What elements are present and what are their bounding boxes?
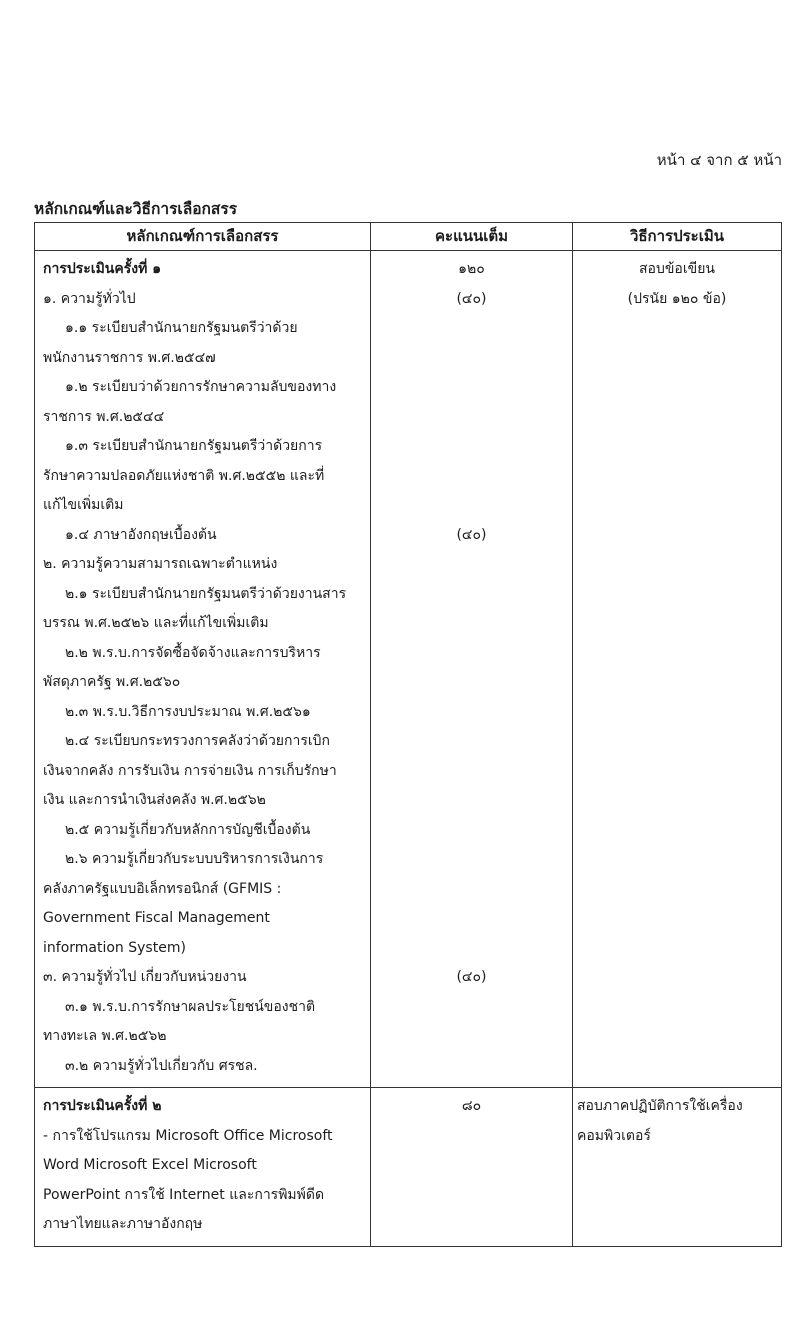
criteria-line: ๑.๓ ระเบียบสำนักนายกรัฐมนตรีว่าด้วยการ xyxy=(65,438,323,454)
round2-method-line1: สอบภาคปฏิบัติการใช้เครื่อง xyxy=(577,1098,743,1114)
header-method: วิธีการประเมิน xyxy=(573,223,782,251)
round2-total-score: ๘๐ xyxy=(461,1098,482,1114)
criteria-line: เงินจากคลัง การรับเงิน การจ่ายเงิน การเก็บรักษา xyxy=(43,762,337,779)
round1-method-line2: (ปรนัย ๑๒๐ ข้อ) xyxy=(627,290,727,307)
round2-method-line2: คอมพิวเตอร์ xyxy=(577,1127,651,1144)
section-title: หลักเกณฑ์และวิธีการเลือกสรร xyxy=(34,200,238,218)
round1-row xyxy=(35,251,782,1088)
criteria-table xyxy=(34,222,782,1247)
criteria-line: ๒.๔ ระเบียบกระทรวงการคลังว่าด้วยการเบิก xyxy=(65,733,331,749)
criteria-line: คลังภาครัฐแบบอิเล็กทรอนิกส์ (GFMIS : xyxy=(43,880,282,897)
criteria-line: ๒.๕ ความรู้เกี่ยวกับหลักการบัญชีเบื้องต้น xyxy=(65,821,311,838)
header-criteria: หลักเกณฑ์การเลือกสรร xyxy=(35,223,371,251)
criteria-line: ราชการ พ.ศ.๒๕๔๔ xyxy=(43,408,165,425)
sub-score-1: (๔๐) xyxy=(456,290,487,307)
criteria-line: Word Microsoft Excel Microsoft xyxy=(43,1157,257,1173)
criteria-line: information System) xyxy=(43,939,186,956)
criteria-line: ทางทะเล พ.ศ.๒๕๖๒ xyxy=(43,1028,167,1044)
criteria-line: ๓.๑ พ.ร.บ.การรักษาผลประโยชน์ของชาติ xyxy=(65,998,316,1015)
criteria-line: ภาษาไทยและภาษาอังกฤษ xyxy=(43,1216,203,1232)
round1-method-line1: สอบข้อเขียน xyxy=(639,261,715,277)
criteria-line: แก้ไขเพิ่มเติม xyxy=(43,497,124,513)
round2-row xyxy=(35,1088,782,1247)
round1-method xyxy=(573,251,782,1088)
criteria-line: เงิน และการนำเงินส่งคลัง พ.ศ.๒๕๖๒ xyxy=(43,792,266,808)
header-full-score: คะแนนเต็ม xyxy=(371,223,573,251)
round2-title: การประเมินครั้งที่ ๒ xyxy=(43,1098,162,1114)
criteria-line: ๒.๑ ระเบียบสำนักนายกรัฐมนตรีว่าด้วยงานสาร xyxy=(65,585,347,602)
criteria-line: ๒.๖ ความรู้เกี่ยวกับระบบบริหารการเงินการ xyxy=(65,851,324,867)
round1-score xyxy=(371,251,573,1088)
criteria-line: ๑. ความรู้ทั่วไป xyxy=(43,290,136,307)
criteria-line: ๒.๒ พ.ร.บ.การจัดซื้อจัดจ้างและการบริหาร xyxy=(65,644,321,661)
round1-criteria xyxy=(35,251,371,1088)
criteria-line: ๓.๒ ความรู้ทั่วไปเกี่ยวกับ ศรชล. xyxy=(65,1057,258,1074)
round1-title: การประเมินครั้งที่ ๑ xyxy=(43,261,162,277)
sub-score-2: (๔๐) xyxy=(456,526,487,543)
table-header-row xyxy=(35,223,782,251)
criteria-line: บรรณ พ.ศ.๒๕๒๖ และที่แก้ไขเพิ่มเติม xyxy=(43,615,269,631)
round2-score xyxy=(371,1088,573,1247)
criteria-line: ๓. ความรู้ทั่วไป เกี่ยวกับหน่วยงาน xyxy=(43,969,247,985)
round2-criteria xyxy=(35,1088,371,1247)
criteria-line: ๒. ความรู้ความสามารถเฉพาะตำแหน่ง xyxy=(43,556,278,572)
criteria-line: พนักงานราชการ พ.ศ.๒๕๔๗ xyxy=(43,349,216,366)
criteria-line: ๑.๔ ภาษาอังกฤษเบื้องต้น xyxy=(65,526,217,543)
criteria-line: ๑.๑ ระเบียบสำนักนายกรัฐมนตรีว่าด้วย xyxy=(65,320,298,336)
round1-total-score: ๑๒๐ xyxy=(458,261,485,277)
page-number: หน้า ๔ จาก ๕ หน้า xyxy=(656,151,782,169)
criteria-line: PowerPoint การใช้ Internet และการพิมพ์ดีด xyxy=(43,1186,325,1203)
criteria-line: รักษาความปลอดภัยแห่งชาติ พ.ศ.๒๕๕๒ และที่ xyxy=(43,467,325,484)
criteria-line: - การใช้โปรแกรม Microsoft Office Microsoft xyxy=(43,1127,333,1144)
sub-score-3: (๔๐) xyxy=(456,969,487,985)
criteria-line: พัสดุภาครัฐ พ.ศ.๒๕๖๐ xyxy=(43,674,181,690)
criteria-line: ๒.๓ พ.ร.บ.วิธีการงบประมาณ พ.ศ.๒๕๖๑ xyxy=(65,703,311,720)
round2-method xyxy=(573,1088,782,1247)
criteria-line: Government Fiscal Management xyxy=(43,910,270,926)
criteria-line: ๑.๒ ระเบียบว่าด้วยการรักษาความลับของทาง xyxy=(65,379,337,395)
